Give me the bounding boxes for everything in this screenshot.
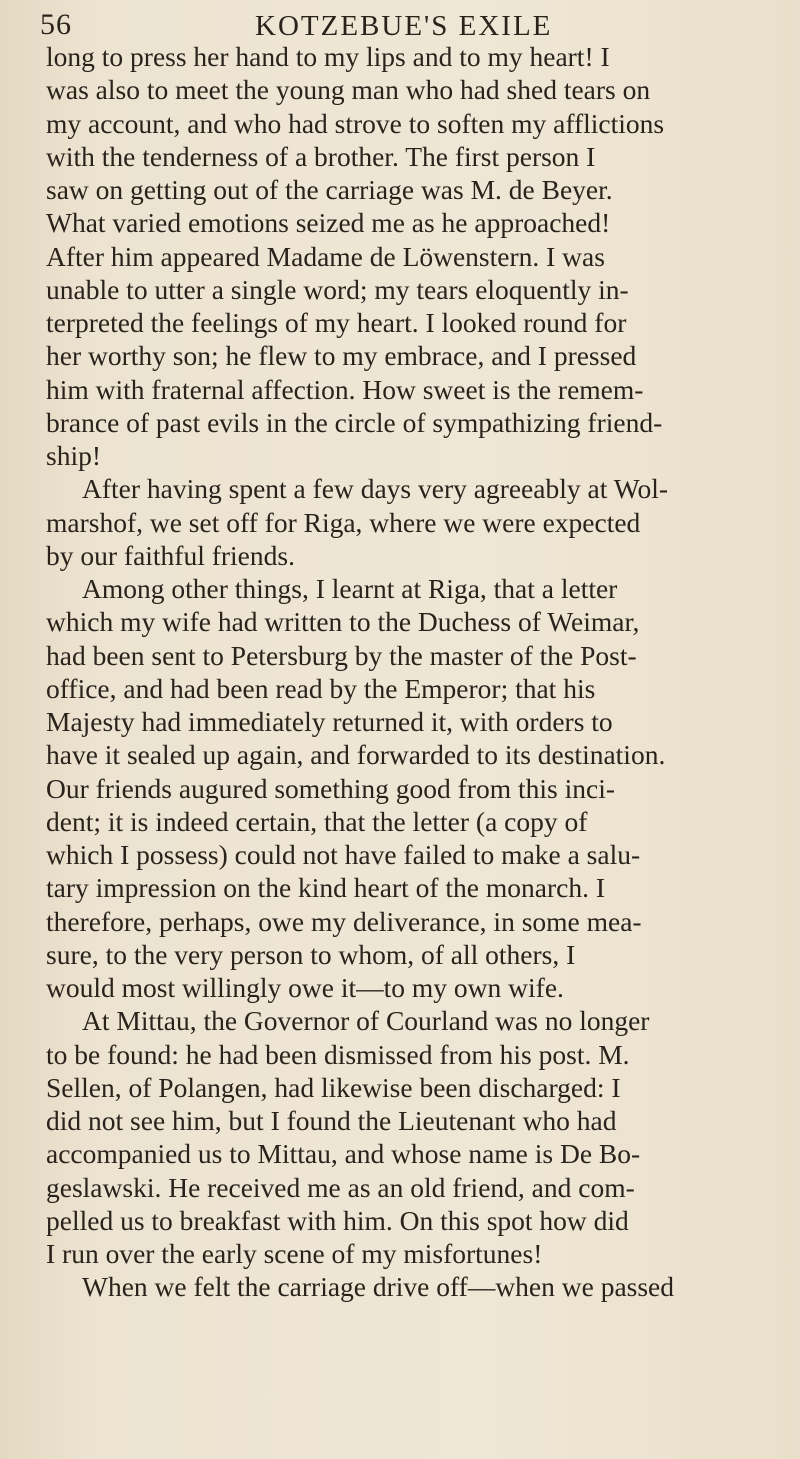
text-line: What varied emotions seized me as he approached! — [46, 207, 611, 239]
text-line: I run over the early scene of my misfortunes! — [46, 1238, 543, 1269]
text-line: tary impression on the kind heart of the monarch. I — [46, 872, 606, 904]
text-line: Majesty had immediately returned it, with orders to — [46, 706, 613, 737]
text-line: with the tenderness of a brother. The first person I — [46, 140, 596, 172]
body-text — [46, 40, 776, 1304]
text-line: therefore, perhaps, owe my deliverance, in some mea- — [46, 905, 642, 937]
text-line: him with fraternal affection. How sweet is the remem- — [46, 373, 644, 405]
text-line: to be found: he had been dismissed from his post. M. — [46, 1038, 630, 1070]
text-line: After him appeared Madame de Löwenstern. I was — [46, 240, 605, 272]
text-line: was also to meet the young man who had shed tears on — [46, 74, 651, 106]
text-line: have it sealed up again, and forwarded to its destination. — [46, 739, 666, 771]
page-number: 56 — [40, 8, 72, 41]
text-line: At Mittau, the Governor of Courland was no longer — [82, 1005, 650, 1037]
text-line: which my wife had written to the Duchess of Weimar, — [46, 606, 640, 638]
text-line: her worthy son; he flew to my embrace, and I pressed — [46, 340, 637, 372]
text-line: geslawski. He received me as an old friend, and com- — [46, 1171, 635, 1203]
text-line: by our faithful friends. — [46, 539, 295, 571]
text-line: ship! — [46, 440, 101, 471]
text-line: which I possess) could not have failed to make a salu- — [46, 839, 641, 870]
running-head: KOTZEBUE'S EXILE — [255, 10, 553, 42]
text-line: Sellen, of Polangen, had likewise been discharged: I — [46, 1071, 621, 1103]
text-line: accompanied us to Mittau, and whose name is De Bo- — [46, 1138, 641, 1170]
text-line: After having spent a few days very agreeably at Wol- — [82, 473, 669, 505]
text-line: When we felt the carriage drive off—when we passed — [82, 1271, 675, 1303]
text-line: did not see him, but I found the Lieutenant who had — [46, 1105, 617, 1136]
text-line: pelled us to breakfast with him. On this spot how did — [46, 1204, 629, 1236]
text-line: would most willingly owe it—to my own wife. — [46, 972, 564, 1003]
text-line: terpreted the feelings of my heart. I looked round for — [46, 307, 627, 338]
text-line: my account, and who had strove to soften my afflictions — [46, 107, 665, 139]
text-line: dent; it is indeed certain, that the letter (a copy of — [46, 805, 588, 837]
text-line: had been sent to Petersburg by the master of the Post- — [46, 639, 637, 671]
text-line: long to press her hand to my lips and to my heart! I — [46, 41, 610, 72]
text-line: brance of past evils in the circle of sympathizing friend- — [46, 406, 663, 438]
text-line: saw on getting out of the carriage was M. de Beyer. — [46, 174, 613, 205]
text-line: Among other things, I learnt at Riga, that a letter — [82, 573, 618, 604]
text-line: marshof, we set off for Riga, where we were expected — [46, 506, 641, 538]
text-line: sure, to the very person to whom, of all others, I — [46, 938, 576, 970]
page-header — [40, 4, 780, 44]
text-line: office, and had been read by the Emperor; that his — [46, 672, 596, 704]
text-line: unable to utter a single word; my tears eloquently in- — [46, 273, 629, 305]
text-line: Our friends augured something good from this inci- — [46, 772, 615, 804]
